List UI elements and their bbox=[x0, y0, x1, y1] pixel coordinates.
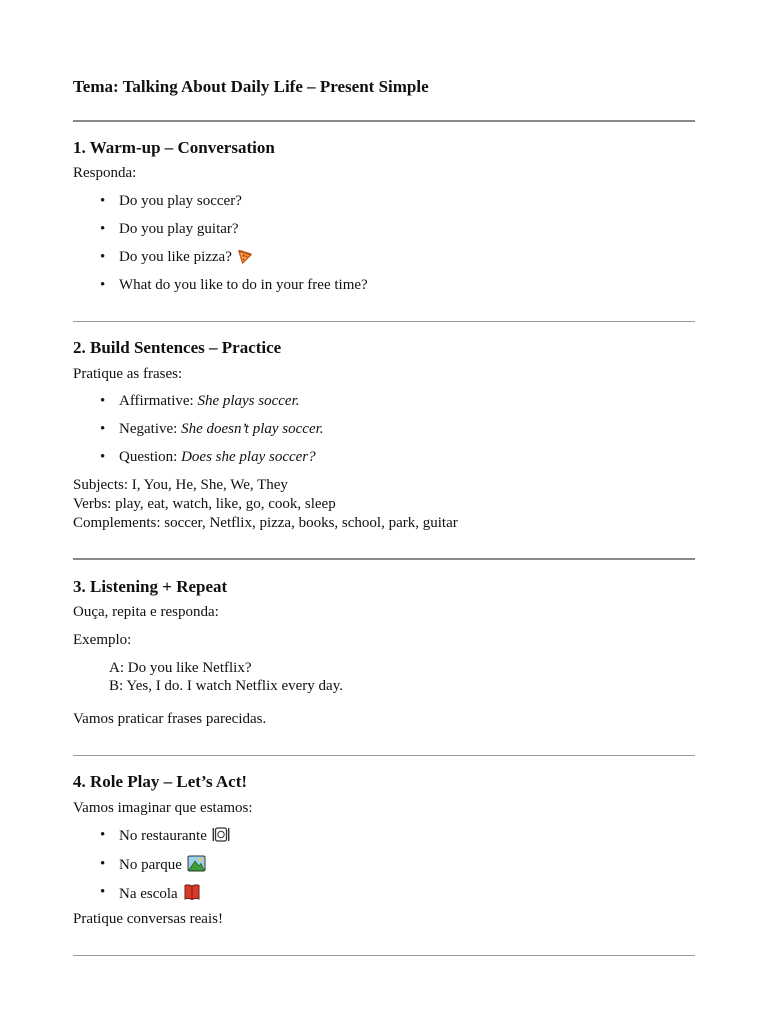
divider bbox=[73, 120, 695, 122]
pizza-icon bbox=[237, 249, 252, 270]
list-item: • No parque bbox=[119, 855, 206, 878]
divider bbox=[73, 321, 695, 322]
section-2-intro: Pratique as frases: bbox=[73, 366, 183, 382]
book-icon bbox=[183, 883, 201, 907]
section-3-outro: Vamos praticar frases parecidas. bbox=[73, 711, 267, 727]
document-title: Tema: Talking About Daily Life – Present Simple bbox=[73, 77, 429, 96]
park-icon bbox=[187, 855, 206, 878]
divider bbox=[73, 558, 695, 560]
list-item: • Question: Does she play soccer? bbox=[119, 448, 316, 467]
divider bbox=[73, 955, 695, 956]
section-1-heading: 1. Warm-up – Conversation bbox=[73, 138, 275, 157]
plate-cutlery-icon bbox=[212, 826, 230, 849]
list-item: • Negative: She doesn’t play soccer. bbox=[119, 420, 324, 439]
list-item: • No restaurante bbox=[119, 826, 230, 849]
section-4-intro: Vamos imaginar que estamos: bbox=[73, 800, 253, 816]
complements-line: Complements: soccer, Netflix, pizza, books, school, park, guitar bbox=[73, 515, 458, 531]
list-item: • Affirmative: She plays soccer. bbox=[119, 392, 300, 411]
dialogue-line-a: A: Do you like Netflix? bbox=[109, 660, 252, 676]
section-2-heading: 2. Build Sentences – Practice bbox=[73, 338, 282, 357]
section-3-heading: 3. Listening + Repeat bbox=[73, 577, 228, 596]
section-3-intro: Ouça, repita e responda: bbox=[73, 604, 219, 620]
divider bbox=[73, 755, 695, 756]
example-label: Exemplo: bbox=[73, 632, 132, 648]
section-4-heading: 4. Role Play – Let’s Act! bbox=[73, 772, 248, 791]
dialogue-line-b: B: Yes, I do. I watch Netflix every day. bbox=[109, 678, 343, 694]
list-item-text: Do you like pizza? bbox=[119, 249, 232, 265]
subjects-line: Subjects: I, You, He, She, We, They bbox=[73, 477, 288, 493]
list-item: • Na escola bbox=[119, 883, 201, 907]
verbs-line: Verbs: play, eat, watch, like, go, cook, sleep bbox=[73, 496, 336, 512]
list-item bbox=[119, 248, 252, 270]
list-item: • Do you play soccer? bbox=[119, 192, 242, 211]
list-item: • Do you play guitar? bbox=[119, 220, 239, 239]
list-item: • What do you like to do in your free time? bbox=[119, 276, 368, 295]
section-1-intro: Responda: bbox=[73, 165, 137, 181]
section-4-outro: Pratique conversas reais! bbox=[73, 911, 223, 927]
